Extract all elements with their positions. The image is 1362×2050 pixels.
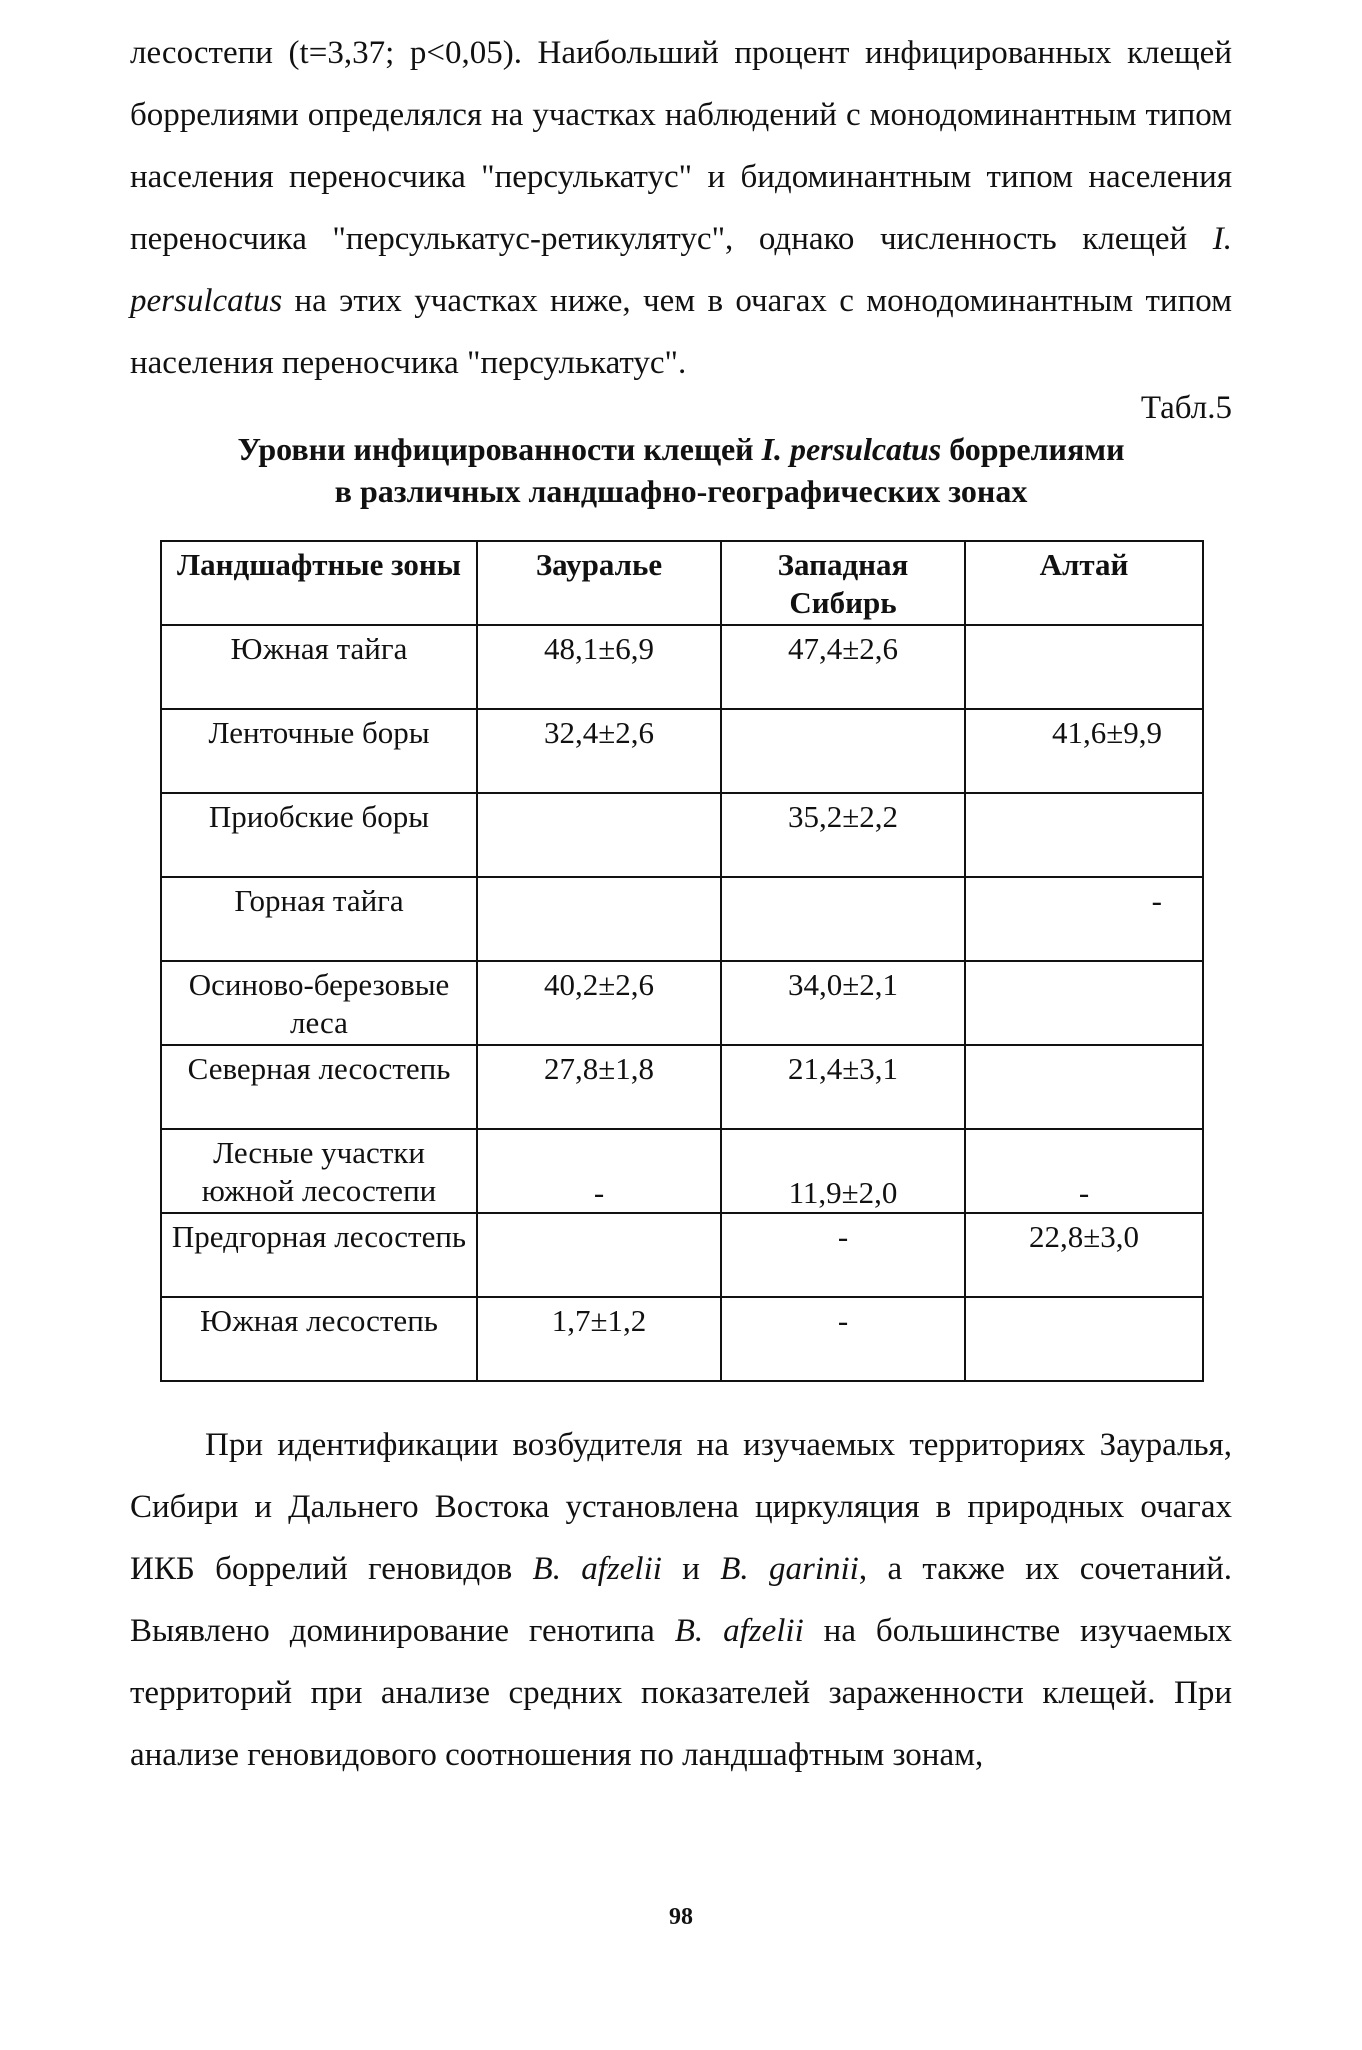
column-header: Алтай	[965, 541, 1203, 625]
value-cell	[965, 961, 1203, 1045]
caption-text: Уровни инфицированности клещей	[237, 431, 762, 467]
species-name: B. afzelii	[532, 1551, 662, 1587]
value-cell	[477, 793, 721, 877]
text-line: боррелиями определялся на участках наблюдений с монодоминантным	[130, 97, 1137, 133]
text-run: При идентификации возбудителя на изучаемых территориях Зауралья, Сибири и Дальнего Востока установлена циркуляция в природных очагах ИКБ боррелий геновидов	[130, 1427, 1232, 1587]
text-line: на этих участках ниже, чем в очагах с	[282, 283, 854, 319]
species-name: B. afzelii	[674, 1613, 804, 1649]
table-row	[161, 793, 1203, 877]
value-cell: -	[721, 1297, 965, 1381]
text-line: монодоминантным типом населения переносчика "персулькатус".	[130, 283, 1232, 381]
zone-cell: Осиново-березовые леса	[161, 961, 477, 1045]
zone-cell: Южная лесостепь	[161, 1297, 477, 1381]
value-cell	[965, 1297, 1203, 1381]
text-run: , а также их сочетаний. Выявлено доминирование генотипа	[130, 1551, 1232, 1649]
species-name: I. persulcatus	[761, 431, 942, 467]
value-cell: -	[721, 1213, 965, 1297]
value-cell: -	[965, 1129, 1203, 1213]
column-header: Западная Сибирь	[721, 541, 965, 625]
table-row	[161, 961, 1203, 1045]
zone-cell: Лесные участки южной лесостепи	[161, 1129, 477, 1213]
value-cell	[965, 625, 1203, 709]
value-cell: -	[477, 1129, 721, 1213]
value-cell: 32,4±2,6	[477, 709, 721, 793]
value-cell	[477, 877, 721, 961]
table-row	[161, 877, 1203, 961]
text-line: лесостепи (t=3,37; p<0,05). Наибольший процент инфицированных клещей	[130, 35, 1232, 71]
table-row	[161, 1129, 1203, 1213]
caption-text: в различных ландшафно-географических зонах	[334, 473, 1028, 509]
table-row	[161, 1045, 1203, 1129]
value-cell: 47,4±2,6	[721, 625, 965, 709]
value-cell: 35,2±2,2	[721, 793, 965, 877]
species-name: I. persulcatus	[130, 221, 1232, 319]
value-cell	[721, 877, 965, 961]
table-row	[161, 709, 1203, 793]
infection-rate-table	[160, 540, 1204, 1382]
value-cell: 21,4±3,1	[721, 1045, 965, 1129]
findings-paragraph	[130, 1414, 1232, 1786]
table-label: Табл.5	[1140, 390, 1232, 426]
value-cell	[965, 793, 1203, 877]
value-cell: 11,9±2,0	[721, 1129, 965, 1213]
species-name: B. garinii	[720, 1551, 859, 1587]
text-run: на большинстве изучаемых территорий при анализе средних показателей зараженности клещей. При анализе геновидового соотношения по ландшафтным зонам,	[130, 1613, 1233, 1773]
value-cell: 22,8±3,0	[965, 1213, 1203, 1297]
table-row	[161, 1297, 1203, 1381]
value-cell: 41,6±9,9	[965, 709, 1203, 793]
text-run: и	[661, 1551, 721, 1587]
zone-cell: Предгорная лесостепь	[161, 1213, 477, 1297]
column-header: Зауралье	[477, 541, 721, 625]
zone-cell: Приобские боры	[161, 793, 477, 877]
zone-cell: Северная лесостепь	[161, 1045, 477, 1129]
value-cell	[721, 709, 965, 793]
table-caption	[130, 428, 1232, 512]
value-cell: -	[965, 877, 1203, 961]
value-cell: 40,2±2,6	[477, 961, 721, 1045]
value-cell	[477, 1213, 721, 1297]
zone-cell: Южная тайга	[161, 625, 477, 709]
value-cell: 48,1±6,9	[477, 625, 721, 709]
table-header-row	[161, 541, 1203, 625]
value-cell	[965, 1045, 1203, 1129]
value-cell: 27,8±1,8	[477, 1045, 721, 1129]
zone-cell: Ленточные боры	[161, 709, 477, 793]
table-row	[161, 1213, 1203, 1297]
intro-paragraph	[130, 22, 1232, 394]
column-header: Ландшафтные зоны	[161, 541, 477, 625]
value-cell: 1,7±1,2	[477, 1297, 721, 1381]
page-number: 98	[669, 1904, 693, 1930]
table-row	[161, 625, 1203, 709]
caption-text: боррелиями	[941, 431, 1125, 467]
value-cell: 34,0±2,1	[721, 961, 965, 1045]
text-line: населения переносчика "персулькатус-ретикулятус", однако численность	[130, 159, 1233, 257]
text-line: типом населения переносчика "персулькатус" и бидоминантным типом	[130, 97, 1232, 195]
text-line: клещей	[1082, 221, 1213, 257]
zone-cell: Горная тайга	[161, 877, 477, 961]
